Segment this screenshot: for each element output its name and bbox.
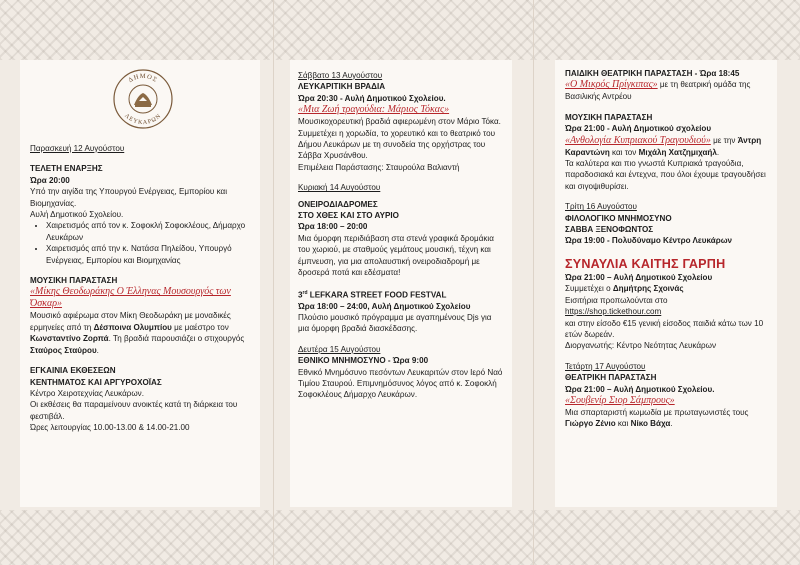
logo-top-text: ΔΗΜΟΣ: [126, 72, 159, 85]
text-fragment: .: [670, 419, 673, 429]
date-heading: Τρίτη 16 Αυγούστου: [565, 202, 637, 212]
text-fragment: με μαέστρο τον: [171, 322, 229, 332]
event-description: Εθνικό Μνημόσυνο πεσόντων Λευκαριτών στον Ιερό Ναό Τιμίου Σταυρού. Επιμνημόσυνος λόγος από κ. Σοφοκλή Σοφοκλέους Δήμαρχο Λευκάρων.: [298, 367, 503, 400]
event-title: ΤΕΛΕΤΗ ΕΝΑΡΞΗΣ: [30, 164, 103, 174]
event-description: Οι εκθέσεις θα παραμείνουν ανοικτές κατά τη διάρκεια του φεστιβάλ.: [30, 400, 238, 421]
date-heading: Τετάρτη 17 Αυγούστου: [565, 361, 646, 371]
logo-bottom-text: ΛΕΥΚΑΡΩΝ: [122, 113, 163, 127]
performer-name: Δέσποινα Ολυμπίου: [93, 322, 172, 332]
performer-name: Μιχάλη Χατζημιχαήλ: [638, 147, 717, 157]
event-title: ΕΘΝΙΚΟ ΜΝΗΜΟΣΥΝΟ - Ώρα 9:00: [298, 356, 429, 366]
performer-name: Κωνσταντίνο Ζορπά: [30, 334, 109, 344]
performer-name: Γιώργο Ζένιο: [565, 419, 616, 429]
event-time: Ώρα 20:00: [30, 175, 70, 185]
performer-name: Δημήτρης Σχοινάς: [612, 284, 684, 294]
performer-name: Νίκο Βάχα: [630, 419, 671, 429]
event-highlight: «Σουβενίρ Σιορ Σάμπρους»: [565, 394, 675, 406]
performer-name: Άντρη Καραντώνη: [565, 135, 762, 157]
column-right: [565, 68, 771, 508]
event-description: [30, 310, 255, 356]
event-time: Ώρα 21:00 – Αυλή Δημοτικού Σχολείου.: [565, 384, 715, 394]
text-fragment: και: [615, 419, 631, 429]
ticket-link-text[interactable]: https://shop.tickethour.com: [565, 307, 662, 317]
event-time: Ώρα 19:00 - Πολυδύναμο Κέντρο Λευκάρων: [565, 236, 733, 246]
event-highlight: «Ο Μικρός Πρίγκιπας»: [565, 79, 658, 91]
ordinal-suffix: rd: [302, 289, 308, 296]
event-title: ΟΝΕΙΡΟΔΙΑΔΡΟΜΕΣ: [298, 199, 378, 209]
lace-border-bottom: [0, 510, 800, 565]
event-title: ΛΕΥΚΑΡΙΤΙΚΗ ΒΡΑΔΙΑ: [298, 82, 386, 92]
municipality-logo: [112, 68, 174, 130]
event-description: Μουσικοχορευτική βραδιά αφιερωμένη στον Μάριο Τόκα. Συμμετέχει η χορωδία, το χορευτικό και το θεατρικό του Δήμου Λευκάρων με τη συνοδεία της ορχήστρας του Σάββα Χρυσάνθου.: [298, 117, 501, 161]
fold-line: [273, 0, 274, 565]
event-description: Τα καλύτερα και πιο γνωστά Κυπριακά τραγούδια, παραδοσιακά και έντεχνα, που όλοι έχουμε τραγουδήσει και σιγοψιθυρίσει.: [565, 159, 766, 191]
event-title: ΠΑΙΔΙΚΗ ΘΕΑΤΡΙΚΗ ΠΑΡΑΣΤΑΣΗ - Ώρα 18:45: [565, 69, 740, 78]
event-time: Ώρα 18:00 – 20:00: [298, 222, 368, 232]
event-time: Ώρα 21:00 – Αυλή Δημοτικού Σχολείου: [565, 272, 713, 282]
event-highlight: «Μίκης Θεοδωράκης Ο Έλληνας Μουσουργός των Όσκαρ»: [30, 286, 231, 310]
list-item: • Χαιρετισμός από τον κ. Σοφοκλή Σοφοκλέους, Δήμαρχο Λευκάρων: [46, 220, 255, 243]
event-organizer: Διοργανωτής: Κέντρο Νεότητας Λευκάρων: [565, 341, 717, 351]
greetings-list: [30, 220, 255, 266]
event-time: Ώρα 21:00 - Αυλή Δημοτικού σχολείου: [565, 124, 712, 134]
ticket-link: [565, 306, 771, 317]
text-fragment: και τον: [609, 147, 639, 157]
event-description: Υπό την αιγίδα της Υπουργού Ενέργειας, Εμπορίου και Βιομηχανίας.: [30, 187, 228, 208]
event-place: Αυλή Δημοτικού Σχολείου.: [30, 210, 124, 220]
text-fragment: .: [96, 345, 99, 355]
event-title: ΣΑΒΒΑ ΞΕΝΟΦΩΝΤΟΣ: [565, 225, 654, 235]
event-description: Πλούσιο μουσικό πρόγραμμα με αγαπημένους Djs για μια όμορφη βραδιά διασκέδασης.: [298, 313, 492, 334]
event-title: [298, 288, 504, 301]
festival-name: LEFKARA STREET FOOD FESTVAL: [309, 290, 447, 300]
event-title: ΚΕΝΤΗΜΑΤΟΣ ΚΑΙ ΑΡΓΥΡΟΧΟΪΑΣ: [30, 377, 162, 387]
event-description: και στην είσοδο €15 γενική είσοδος παιδιά κάτω των 10 ετών δωρεάν.: [565, 318, 764, 339]
event-time: Ώρα 20:30 - Αυλή Δημοτικού Σχολείου.: [298, 93, 446, 103]
text-fragment: .: [716, 147, 720, 157]
text-fragment: με τη θεατρική ομάδα της Βασιλικής Αντρέου: [565, 80, 751, 102]
text-fragment: με την: [710, 135, 738, 145]
date-heading: Κυριακή 14 Αυγούστου: [298, 183, 381, 193]
column-left: [30, 68, 255, 508]
column-middle: [298, 70, 504, 510]
event-hours: Ώρες λειτουργίας 10.00-13.00 & 14.00-21.00: [30, 423, 190, 433]
event-description: Εισιτήρια προπωλούνται στο: [565, 295, 668, 305]
event-description: [565, 283, 771, 294]
logo-emblem-icon: [112, 68, 174, 130]
lace-border-top: [0, 0, 800, 60]
text-fragment: Μουσικό αφιέρωμα στον Μίκη Θεοδωράκη με μοναδικές ερμηνείες από τη: [30, 311, 231, 332]
date-heading: Παρασκευή 12 Αυγούστου: [30, 144, 125, 153]
text-fragment: Μια σπαρταριστή κωμωδία με πρωταγωνιστές τους: [565, 407, 749, 417]
ordinal-number: 3: [298, 290, 303, 300]
performer-name: Σταύρος Σταύρου: [30, 345, 97, 355]
event-title: ΜΟΥΣΙΚΗ ΠΑΡΑΣΤΑΣΗ: [565, 112, 653, 122]
event-description: Μια όμορφη περιδιάβαση στα στενά γραφικά δρομάκια του χωριού, με σταθμούς γεμάτους μουσική, τέχνη και έμπνευση, για μια απολαυστική ονειροδιαδρομή με δροσερά ποτά και εδέσματα!: [298, 233, 494, 278]
date-heading: Σάββατο 13 Αυγούστου: [298, 71, 383, 80]
fold-line: [533, 0, 534, 565]
event-highlight: «Ανθολογία Κυπριακού Τραγουδιού»: [565, 134, 711, 146]
event-credit: Επιμέλεια Παράστασης: Σταυρούλα Βαλιαντή: [298, 162, 460, 172]
concert-title: ΣΥΝΑΥΛΙΑ ΚΑΙΤΗΣ ΓΑΡΠΗ: [565, 256, 726, 271]
event-title: ΜΟΥΣΙΚΗ ΠΑΡΑΣΤΑΣΗ: [30, 276, 118, 286]
event-highlight: «Μια Ζωή τραγούδια: Μάριος Τόκας»: [298, 104, 450, 116]
event-place: Κέντρο Χειροτεχνίας Λευκάρων.: [30, 388, 144, 398]
event-title: ΘΕΑΤΡΙΚΗ ΠΑΡΑΣΤΑΣΗ: [565, 373, 657, 383]
event-description: [565, 79, 771, 102]
event-title: ΣΤΟ ΧΘΕΣ ΚΑΙ ΣΤΟ ΑΥΡΙΟ: [298, 211, 399, 221]
text-fragment: Συμμετέχει ο: [565, 284, 613, 294]
list-item: • Χαιρετισμός από την κ. Νατάσα Πηλείδου, Υπουργό Ενέργειας, Εμπορίου και Βιομηχανίας: [46, 243, 255, 266]
event-description: [565, 407, 771, 430]
text-fragment: . Τη βραδιά παρουσιάζει ο στιχουργός: [108, 334, 245, 344]
event-time: Ώρα 18:00 – 24:00, Αυλή Δημοτικού Σχολείου: [298, 301, 471, 311]
event-description: [565, 135, 771, 158]
event-title: ΕΓΚΑΙΝΙΑ ΕΚΘΕΣΕΩΝ: [30, 366, 116, 376]
event-title: ΦΙΛΟΛΟΓΙΚΟ ΜΝΗΜΟΣΥΝΟ: [565, 213, 672, 223]
date-heading: Δευτέρα 15 Αυγούστου: [298, 344, 381, 354]
